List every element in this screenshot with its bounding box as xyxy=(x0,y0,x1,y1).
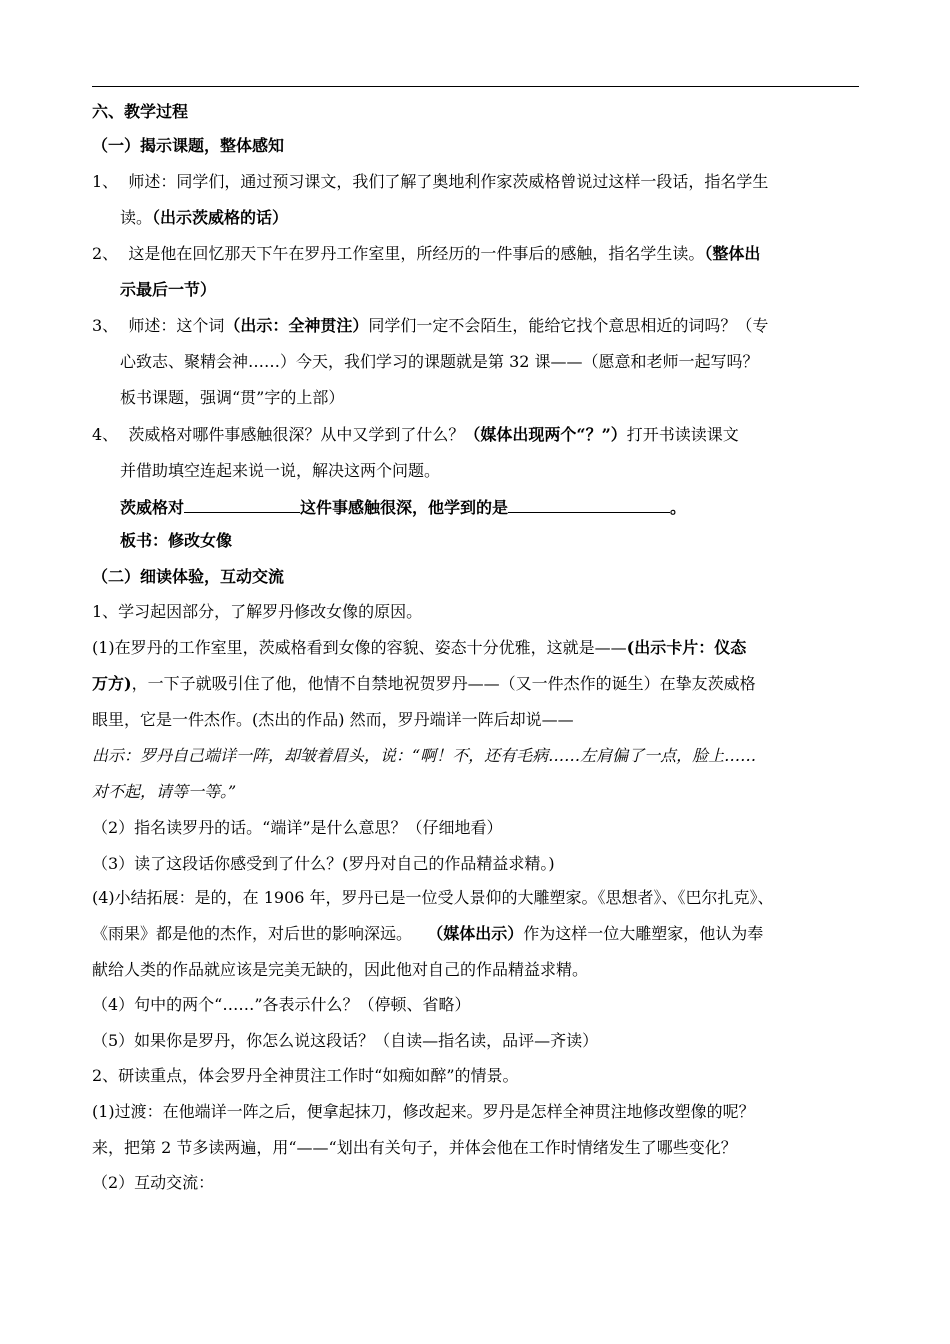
p1-text-a: (1)在罗丹的工作室里，茨威格看到女像的容貌、姿态十分优雅，这就是—— xyxy=(92,638,627,657)
p1-bold-card: (出示卡片：仪态 xyxy=(626,638,747,657)
r1-line1: (1)过渡：在他端详一阵之后，便拿起抹刀，修改起来。罗丹是怎样全神贯注地修改塑像的呢？ xyxy=(92,1102,755,1121)
fill-blank-1[interactable] xyxy=(184,494,300,513)
item2-text: 这是他在回忆那天下午在罗丹工作室里，所经历的一件事后的感触，指名学生读。 xyxy=(128,244,705,263)
item1-text: 师述：同学们，通过预习课文，我们了解了奥地利作家茨威格曾说过这样一段话，指名学生 xyxy=(128,172,769,191)
question-4-line2 xyxy=(92,922,872,946)
q4-bold-note: （媒体出示） xyxy=(427,924,524,943)
item4-line1 xyxy=(92,423,872,447)
p1-line2 xyxy=(92,672,872,696)
p1-bold-card-cont: 万方) xyxy=(92,674,132,693)
board-note: 板书：修改女像 xyxy=(120,531,233,550)
item3-line1 xyxy=(92,314,872,338)
fill-text-3: 。 xyxy=(670,498,687,517)
item2-line1 xyxy=(92,242,872,266)
p1-line1 xyxy=(92,636,872,660)
item3-text-a: 师述：这个词 xyxy=(128,316,225,335)
question-3: （3）读了这段话你感受到了什么？(罗丹对自己的作品精益求精。) xyxy=(92,854,555,873)
fill-in-sentence xyxy=(120,494,900,520)
quote-line2: 对不起，请等一等。” xyxy=(92,782,237,801)
item4-text-b: 打开书读读课文 xyxy=(626,425,739,444)
part1-heading: （一）揭示课题，整体感知 xyxy=(92,136,285,155)
r2-line: （2）互动交流： xyxy=(92,1173,215,1192)
item3-text-b: 同学们一定不会陌生，能给它找个意思相近的词吗？（专 xyxy=(368,316,769,335)
item1-number: 1、 xyxy=(92,172,119,191)
item2-line2: 示最后一节） xyxy=(120,280,217,299)
fill-text-2: 这件事感触很深，他学到的是 xyxy=(300,498,509,517)
item4-line2: 并借助填空连起来说一说，解决这两个问题。 xyxy=(120,461,441,480)
quote-line1: 出示：罗丹自己端详一阵，却皱着眉头，说：“啊！不，还有毛病……左肩偏了一点，脸上…… xyxy=(92,746,757,765)
question-5: （5）如果你是罗丹，你怎么说这段话？（自读—指名读，品评—齐读） xyxy=(92,1031,599,1050)
item3-number: 3、 xyxy=(92,316,119,335)
question-4-line1: (4)小结拓展：是的，在 1906 年，罗丹已是一位受人景仰的大雕塑家。《思想者》、《巴尔扎克》、 xyxy=(92,888,774,907)
fill-text-1: 茨威格对 xyxy=(120,498,185,517)
item2-number: 2、 xyxy=(92,244,119,263)
r1-line2: 来，把第 2 节多读两遍，用“——“划出有关句子，并体会他在工作时情绪发生了哪些变化？ xyxy=(92,1138,737,1157)
item1-line2 xyxy=(120,206,900,230)
item1-bold-note: （出示茨威格的话） xyxy=(152,208,289,227)
item2-bold-note: （整体出 xyxy=(704,244,761,263)
section1-title: 1、学习起因部分，了解罗丹修改女像的原因。 xyxy=(92,602,423,621)
q4-text-b: 作为这样一位大雕塑家，他认为奉 xyxy=(523,924,764,943)
question-4b: （4）句中的两个“……”各表示什么？（停顿、省略） xyxy=(92,995,471,1014)
item4-bold-note: （媒体出现两个“？”） xyxy=(464,425,627,444)
question-2: （2）指名读罗丹的话。“端详”是什么意思？（仔细地看） xyxy=(92,818,503,837)
part2-heading: （二）细读体验，互动交流 xyxy=(92,567,285,586)
item4-text-a: 茨威格对哪件事感触很深？从中又学到了什么？ xyxy=(128,425,465,444)
section-title: 六、教学过程 xyxy=(92,102,189,121)
p1-text-b: ，一下子就吸引住了他，他情不自禁地祝贺罗丹——（又一件杰作的诞生）在挚友茨威格 xyxy=(131,674,756,693)
q4-text-a: 《雨果》都是他的杰作，对后世的影响深远。 xyxy=(92,924,413,943)
item3-bold-note: （出示：全神贯注） xyxy=(224,316,369,335)
section2-title: 2、研读重点，体会罗丹全神贯注工作时“如痴如醉”的情景。 xyxy=(92,1066,519,1085)
item4-number: 4、 xyxy=(92,425,119,444)
question-4-line3: 献给人类的作品就应该是完美无缺的，因此他对自己的作品精益求精。 xyxy=(92,960,589,979)
p1-line3: 眼里，它是一件杰作。(杰出的作品) 然而，罗丹端详一阵后却说—— xyxy=(92,710,574,729)
item3-line2: 心致志、聚精会神……）今天，我们学习的课题就是第 32 课——（愿意和老师一起写吗？ xyxy=(120,352,759,371)
item3-line3: 板书课题，强调“贯”字的上部） xyxy=(120,388,345,407)
item1-line1 xyxy=(92,170,872,194)
header-rule xyxy=(92,86,859,87)
item1-text-cont: 读。 xyxy=(120,208,153,227)
fill-blank-2[interactable] xyxy=(508,494,670,513)
